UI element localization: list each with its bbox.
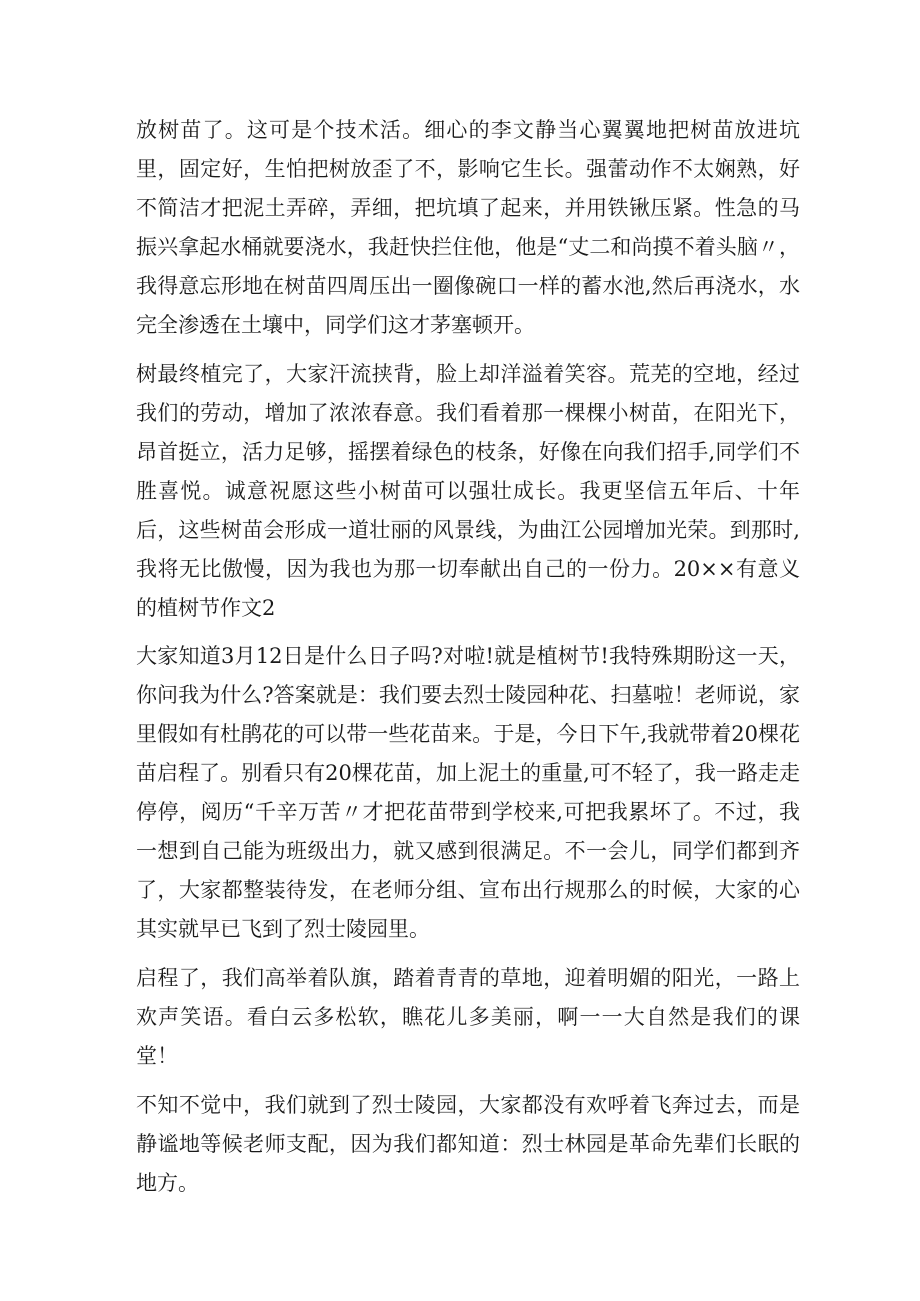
paragraph-arbor-day: 大家知道3月12日是什么日子吗?对啦!就是植树节!我特殊期盼这一天，你问我为什么?答案就是：我们要去烈士陵园种花、扫墓啦！老师说，家里假如有杜鹃花的可以带一些花苗来。于是，今日下午,我就带着20棵花苗启程了。别看只有20棵花苗，加上泥土的重量,可不轻了，我一路走走停停，阅历“千辛万苦〃才把花苗带到学校来,可把我累坏了。不过，我一想到自己能为班级出力，就又感到很满足。不一会儿，同学们都到齐了，大家都整装待发，在老师分组、宣布出行规那么的时候，大家的心其实就早已飞到了烈士陵园里。 <box>136 644 800 941</box>
paragraph-departure: 启程了，我们高举着队旗，踏着青青的草地，迎着明媚的阳光，一路上欢声笑语。看白云多松软，瞧花儿多美丽，啊一一大自然是我们的课堂！ <box>136 966 800 1068</box>
paragraph-planting: 放树苗了。这可是个技术活。细心的李文静当心翼翼地把树苗放进坑里，固定好，生怕把树放歪了不，影响它生长。强蕾动作不太娴熟，好不简洁才把泥土弄碎，弄细，把坑填了起来，并用铁锹压紧。性急的马振兴拿起水桶就要浇水，我赶快拦住他，他是“丈二和尚摸不着头脑〃，我得意忘形地在树苗四周压出一圈像碗口一样的蓄水池,然后再浇水，水完全渗透在土壤中，同学们这才茅塞顿开。 <box>136 118 800 337</box>
document-body <box>136 111 800 1212</box>
paragraph-finished: 树最终植完了，大家汗流挟背，脸上却洋溢着笑容。荒芜的空地，经过我们的劳动，增加了浓浓春意。我们看着那一棵棵小树苗，在阳光下，昂首挺立，活力足够，摇摆着绿色的枝条，好像在向我们招手,同学们不胜喜悦。诚意祝愿这些小树苗可以强壮成长。我更坚信五年后、十年后，这些树苗会形成一道壮丽的风景线，为曲江公园增加光荣。到那时,我将无比傲慢，因为我也为那一切奉献出自己的一份力。20××有意义的植树节作文2 <box>136 362 800 620</box>
paragraph-cemetery: 不知不觉中，我们就到了烈士陵园，大家都没有欢呼着飞奔过去，而是静谧地等候老师支配，因为我们都知道：烈士林园是革命先辈们长眠的地方。 <box>136 1093 800 1195</box>
